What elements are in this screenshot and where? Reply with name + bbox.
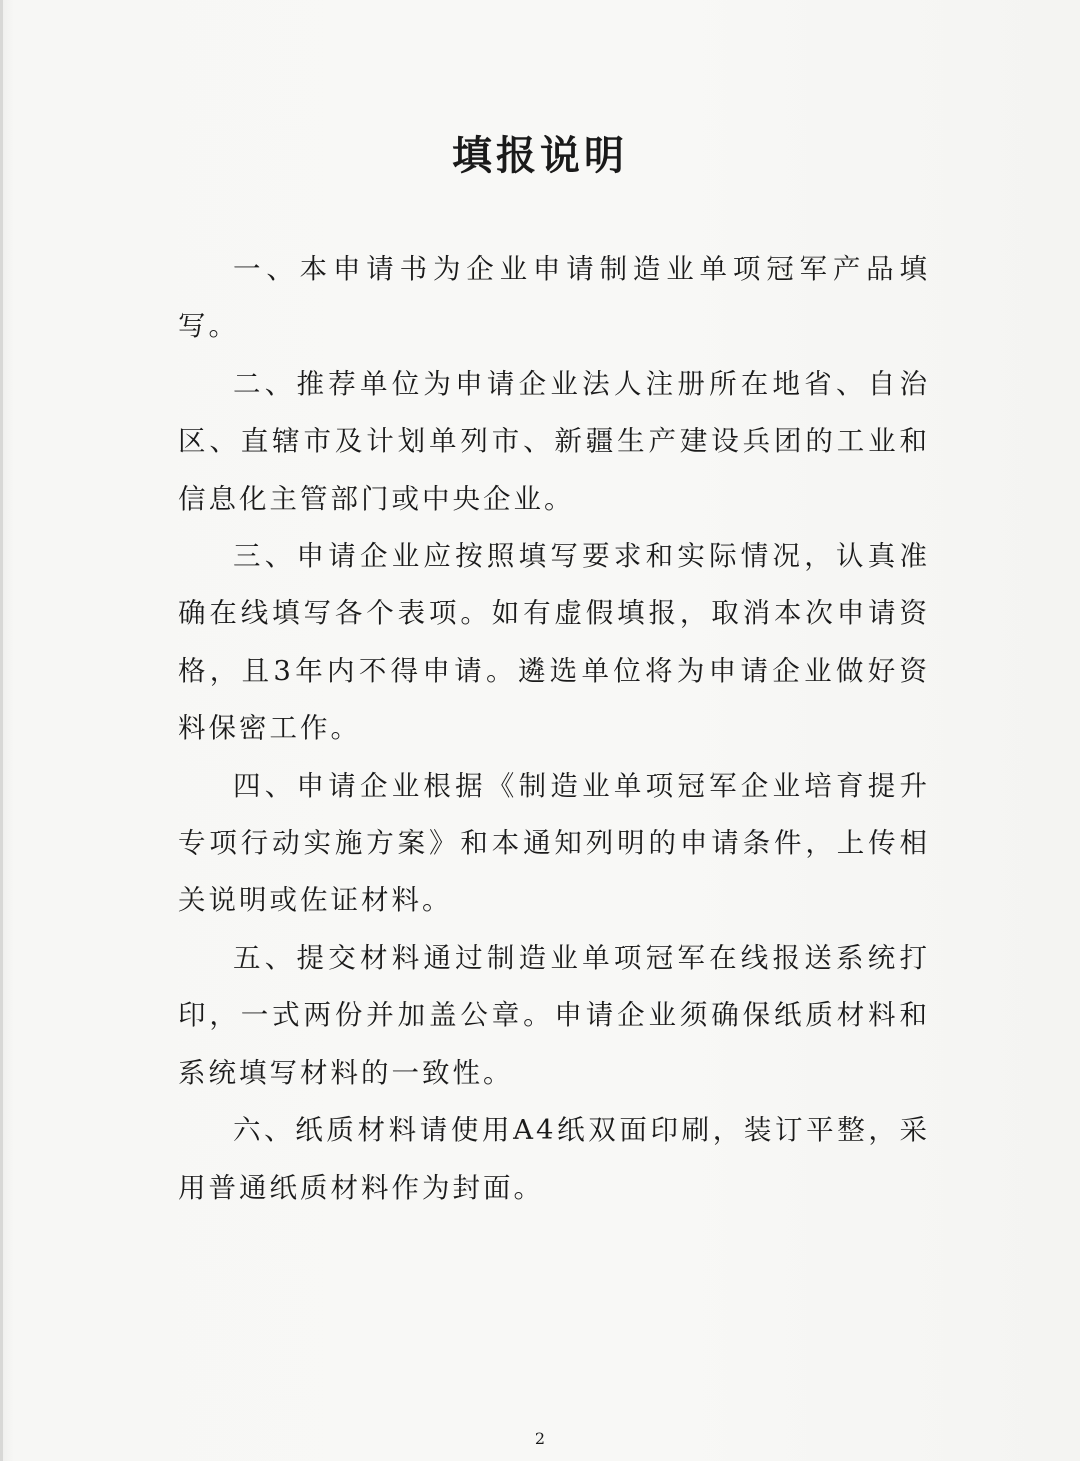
paragraph-5: 五、提交材料通过制造业单项冠军在线报送系统打印，一式两份并加盖公章。申请企业须确保纸质材料和系统填写材料的一致性。 [178,941,930,1089]
paragraph-4: 四、申请企业根据《制造业单项冠军企业培育提升专项行动实施方案》和本通知列明的申请条件，上传相关说明或佐证材料。 [178,769,930,917]
page-edge [0,0,3,1461]
page-number: 2 [534,1429,546,1448]
paragraph-1: 一、本申请书为企业申请制造业单项冠军产品填写。 [178,253,930,343]
paragraph-3: 三、申请企业应按照填写要求和实际情况，认真准确在线填写各个表项。如有虚假填报，取消本次申请资格，且3年内不得申请。遴选单位将为申请企业做好资料保密工作。 [178,540,930,745]
document-title: 填报说明 [452,132,628,179]
paragraph-2: 二、推荐单位为申请企业法人注册所在地省、自治区、直辖市及计划单列市、新疆生产建设兵团的工业和信息化主管部门或中央企业。 [178,367,930,515]
document-body [178,241,930,1217]
paragraph-6: 六、纸质材料请使用A4纸双面印刷，装订平整，采用普通纸质材料作为封面。 [178,1114,930,1204]
